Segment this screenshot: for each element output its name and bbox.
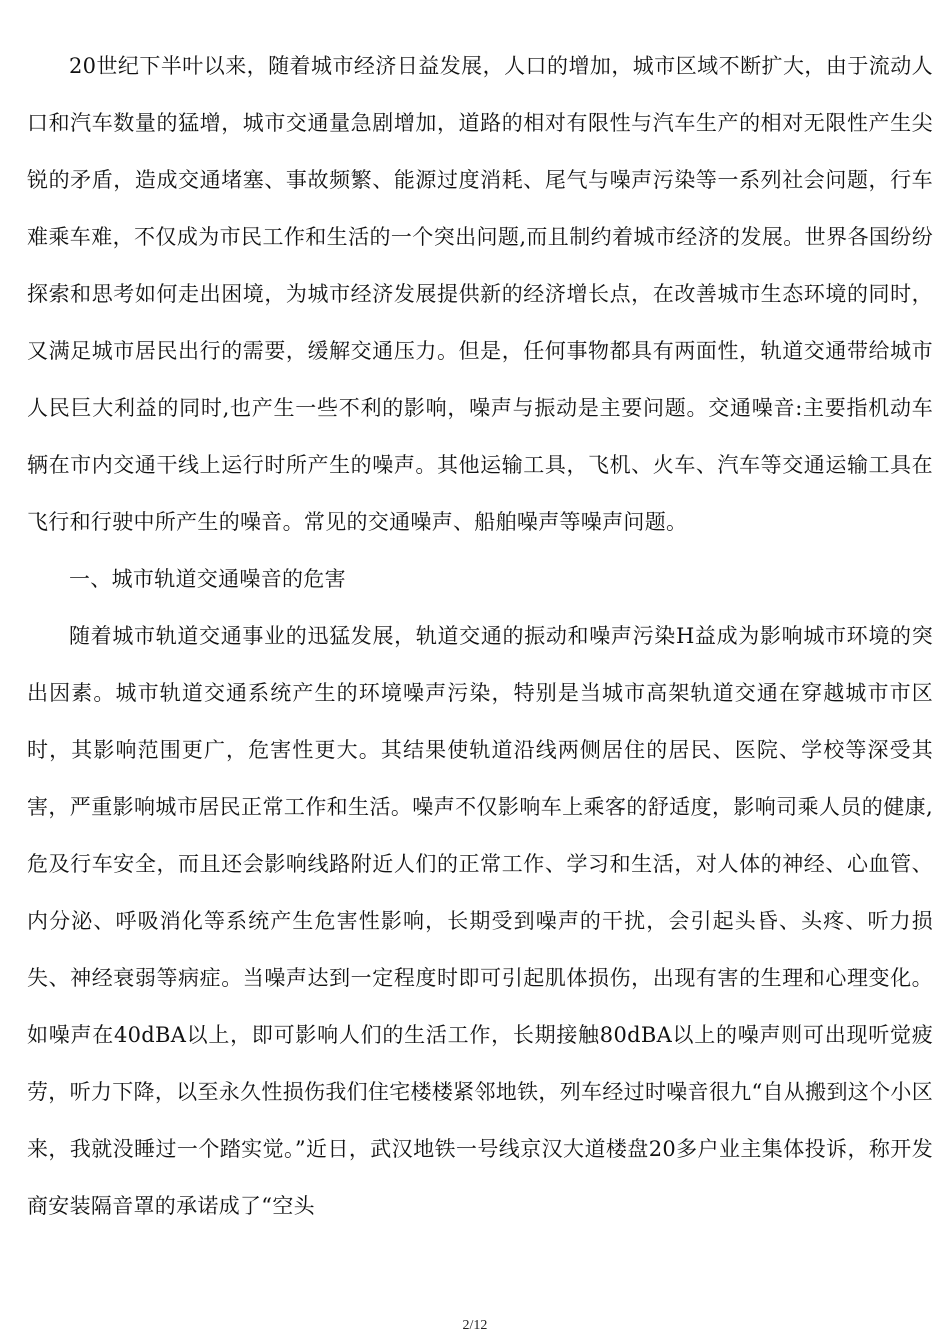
intro-paragraph: 20世纪下半叶以来，随着城市经济日益发展，人口的增加，城市区域不断扩大，由于流动人口和汽车数量的猛增，城市交通量急剧增加，道路的相对有限性与汽车生产的相对无限性产生尖锐的矛盾，造成交通堵塞、事故频繁、能源过度消耗、尾气与噪声污染等一系列社会问题，行车难乘车难，不仅成为市民工作和生活的一个突出问题,而且制约着城市经济的发展。世界各国纷纷探索和思考如何走出困境，为城市经济发展提供新的经济增长点，在改善城市生态环境的同时，又满足城市居民出行的需要，缓解交通压力。但是，任何事物都具有两面性，轨道交通带给城市人民巨大利益的同时,也产生一些不利的影响，噪声与振动是主要问题。交通噪音:主要指机动车辆在市内交通干线上运行时所产生的噪声。其他运输工具，飞机、火车、汽车等交通运输工具在飞行和行驶中所产生的噪音。常见的交通噪声、船舶噪声等噪声问题。 xyxy=(27,54,933,534)
document-page xyxy=(27,38,933,1235)
section-paragraph: 随着城市轨道交通事业的迅猛发展，轨道交通的振动和噪声污染H益成为影响城市环境的突出因素。城市轨道交通系统产生的环境噪声污染，特别是当城市高架轨道交通在穿越城市市区时，其影响范围更广，危害性更大。其结果使轨道沿线两侧居住的居民、医院、学校等深受其害，严重影响城市居民正常工作和生活。噪声不仅影响车上乘客的舒适度，影响司乘人员的健康,危及行车安全，而且还会影响线路附近人们的正常工作、学习和生活，对人体的神经、心血管、内分泌、呼吸消化等系统产生危害性影响，长期受到噪声的干扰，会引起头昏、头疼、听力损失、神经衰弱等病症。当噪声达到一定程度时即可引起肌体损伤，出现有害的生理和心理变化。如噪声在40dBA以上，即可影响人们的生活工作，长期接触80dBA以上的噪声则可出现听觉疲劳，听力下降，以至永久性损伤我们住宅楼楼紧邻地铁，列车经过时噪音很九“自从搬到这个小区来，我就没睡过一个踏实觉。”近日，武汉地铁一号线京汉大道楼盘20多户业主集体投诉，称开发商安装隔音罩的承诺成了“空头 xyxy=(27,624,933,1218)
section-heading: 一、城市轨道交通噪音的危害 xyxy=(69,567,346,591)
page-number: 2/12 xyxy=(462,1318,488,1333)
